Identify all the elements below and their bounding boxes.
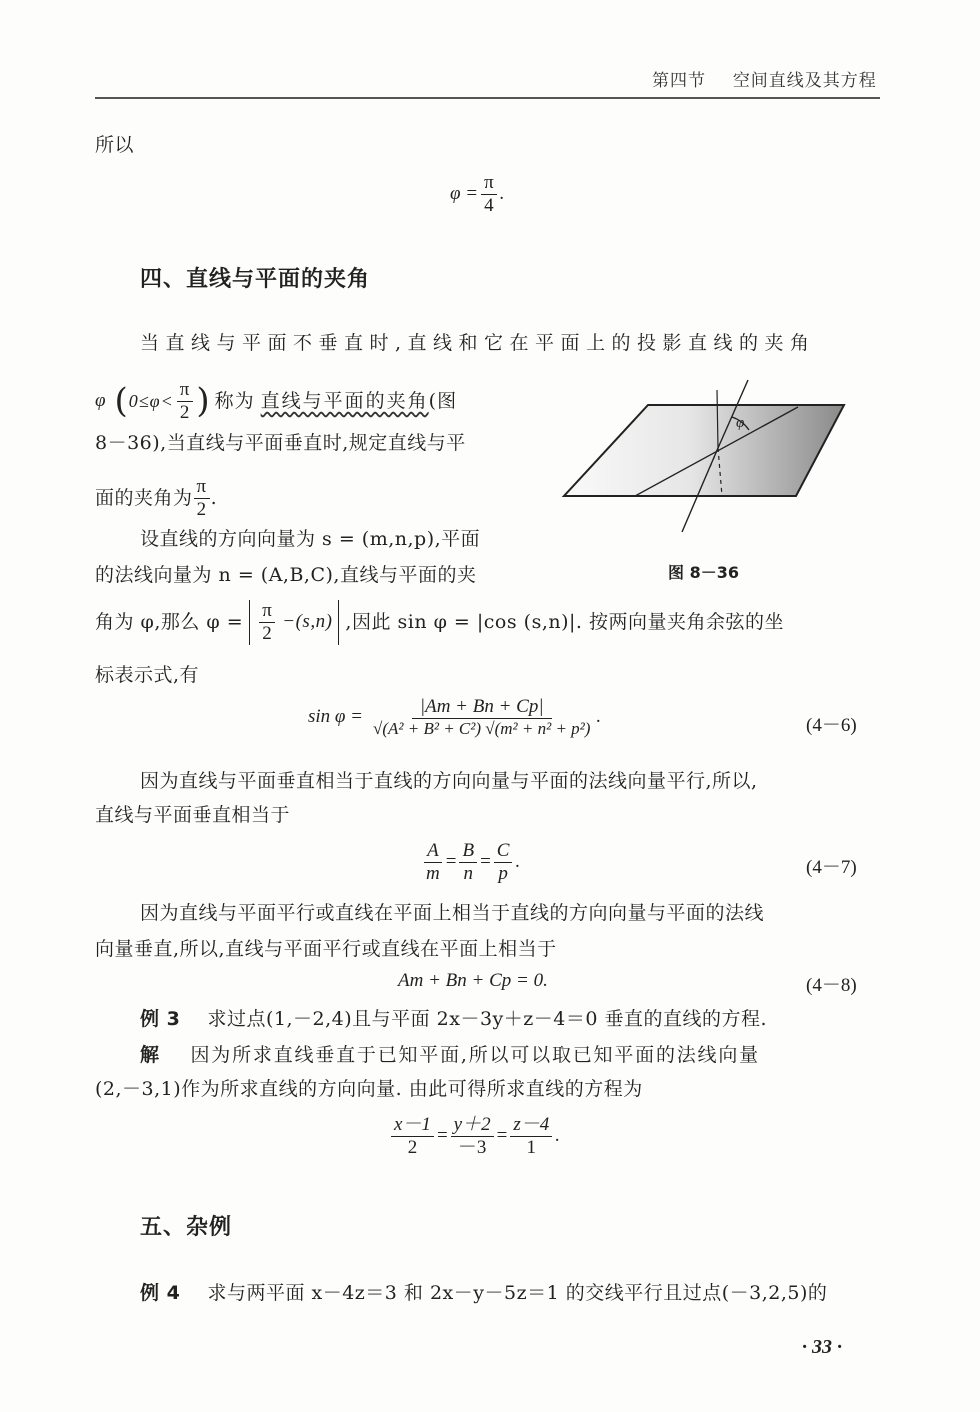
equation-line bbox=[388, 1114, 560, 1159]
para1-l4-den: 2 bbox=[196, 498, 207, 520]
ex3-solution-line1 bbox=[140, 1040, 760, 1070]
header-rule bbox=[95, 97, 880, 99]
para2-line4: 标表示式,有 bbox=[95, 664, 200, 686]
para4-line2: 向量垂直,所以,直线与平面平行或直线在平面上相当于 bbox=[95, 938, 557, 960]
ex3-label: 例 3 bbox=[140, 1008, 181, 1030]
ex4-text: 求与两平面 x－4z＝3 和 2x－y－5z＝1 的交线平行且过点(－3,2,5)的 bbox=[207, 1282, 828, 1304]
eq-top-fraction bbox=[481, 172, 497, 217]
eq47-eq2: = bbox=[480, 851, 491, 873]
para2-line1: 设直线的方向向量为 s = (m,n,p),平面 bbox=[140, 528, 481, 550]
ex3-solution-line2: (2,－3,1)作为所求直线的方向向量. 由此可得所求直线的方程为 bbox=[95, 1078, 643, 1100]
eq-top-num: π bbox=[481, 172, 497, 195]
eq47-frac-c bbox=[494, 840, 513, 885]
equation-4-7 bbox=[420, 840, 520, 885]
eq46-number: (4－6) bbox=[806, 715, 857, 736]
para4-line1: 因为直线与平面平行或直线在平面上相当于直线的方向向量与平面的法线 bbox=[140, 902, 765, 924]
para1-range-num: π bbox=[177, 379, 194, 402]
eql-n3: z－4 bbox=[510, 1114, 552, 1137]
header-title: 空间直线及其方程 bbox=[732, 71, 877, 91]
para2-line3 bbox=[95, 600, 784, 645]
para1-after: 称为 bbox=[214, 390, 255, 412]
eql-frac-x bbox=[391, 1114, 434, 1159]
eq47-p: p bbox=[498, 862, 508, 884]
figure-caption: 图 8－36 bbox=[668, 563, 739, 582]
para1-line1: 当直线与平面不垂直时,直线和它在平面上的投影直线的夹角 bbox=[140, 332, 816, 354]
eql-tail: . bbox=[555, 1125, 560, 1147]
eql-n1: x－1 bbox=[391, 1114, 434, 1137]
para1-range-den: 2 bbox=[179, 401, 191, 423]
eql-d3: 1 bbox=[526, 1136, 537, 1158]
eq-top-tail: . bbox=[499, 183, 505, 205]
eql-eq2: = bbox=[496, 1125, 508, 1147]
para1-range-fraction bbox=[177, 379, 194, 424]
eq46-tail: . bbox=[596, 706, 602, 728]
eq-top-den: 4 bbox=[484, 194, 494, 216]
para1-phi: φ bbox=[95, 390, 107, 411]
eql-frac-z bbox=[510, 1114, 552, 1159]
eq46-fraction bbox=[370, 696, 593, 738]
section-title-4: 四、直线与平面的夹角 bbox=[140, 267, 371, 292]
para2-minus-sn: −(s,n) bbox=[282, 611, 333, 633]
eq47-c: C bbox=[494, 840, 513, 863]
running-header bbox=[652, 66, 877, 91]
eq46-lhs: sin φ = bbox=[308, 706, 364, 728]
para1-line4 bbox=[95, 476, 217, 521]
para1-line4-fraction bbox=[194, 476, 210, 521]
eq47-n: n bbox=[463, 862, 473, 884]
text-suoyi: 所以 bbox=[95, 134, 135, 156]
ex3-text: 求过点(1,－2,4)且与平面 2x－3y＋z－4＝0 垂直的直线的方程. bbox=[207, 1008, 768, 1030]
eq48-number: (4－8) bbox=[806, 975, 857, 996]
example-3 bbox=[140, 1004, 767, 1034]
para3-line2: 直线与平面垂直相当于 bbox=[95, 804, 291, 826]
eq47-frac-b bbox=[459, 840, 477, 885]
eq47-tail: . bbox=[515, 851, 521, 873]
ex3-sol-label: 解 bbox=[140, 1044, 161, 1066]
figure-8-36 bbox=[560, 372, 860, 542]
abs-value-expr bbox=[249, 600, 339, 645]
eq47-number: (4－7) bbox=[806, 857, 857, 878]
para2-line3-post: ,因此 sin φ = |cos (s,n)|. 按两向量夹角余弦的坐 bbox=[345, 611, 784, 634]
para1-range: 0≤φ< bbox=[128, 390, 174, 411]
para3-line1: 因为直线与平面垂直相当于直线的方向向量与平面的法线向量平行,所以, bbox=[140, 770, 758, 792]
eql-d1: 2 bbox=[407, 1136, 418, 1158]
section-title-5: 五、杂例 bbox=[140, 1215, 233, 1240]
equation-4-8: Am + Bn + Cp = 0. bbox=[398, 970, 548, 991]
eq47-a: A bbox=[424, 840, 442, 863]
eq47-b: B bbox=[459, 840, 477, 863]
angle-label-phi: φ bbox=[736, 415, 745, 431]
eql-d2: －3 bbox=[457, 1136, 487, 1158]
ex4-label: 例 4 bbox=[140, 1282, 181, 1304]
para1-line3: 8－36),当直线与平面垂直时,规定直线与平 bbox=[95, 432, 466, 454]
ex3-sol-line1: 因为所求直线垂直于已知平面,所以可以取已知平面的法线向量 bbox=[190, 1044, 760, 1066]
para2-pi: π bbox=[259, 600, 275, 623]
para1-l4-tail: . bbox=[210, 487, 218, 510]
para1-line4-pre: 面的夹角为 bbox=[95, 487, 193, 510]
eq46-num: |Am + Bn + Cp| bbox=[412, 696, 552, 719]
para2-two: 2 bbox=[262, 622, 273, 644]
para2-line3-pre: 角为 φ,那么 φ = bbox=[95, 611, 244, 634]
eql-n2: y＋2 bbox=[451, 1114, 494, 1137]
page-number: · 33 · bbox=[802, 1336, 842, 1358]
eq46-den: √(A² + B² + C²) √(m² + n² + p²) bbox=[373, 718, 591, 738]
eql-eq1: = bbox=[436, 1125, 448, 1147]
para1-line2 bbox=[95, 374, 457, 428]
equation-4-6 bbox=[308, 696, 601, 738]
eq-top-lhs: φ = bbox=[450, 183, 479, 205]
para1-paren-open: ( bbox=[114, 381, 129, 421]
para1-figref: (图 bbox=[428, 390, 458, 412]
example-4 bbox=[140, 1278, 827, 1308]
eq47-frac-a bbox=[423, 840, 443, 885]
term-line-plane-angle: 直线与平面的夹角 bbox=[260, 390, 429, 412]
para1-l4-num: π bbox=[194, 476, 210, 499]
equation-phi-pi-4 bbox=[450, 172, 504, 217]
eq47-m: m bbox=[426, 862, 440, 884]
para2-pi-2-fraction bbox=[259, 600, 275, 645]
eq47-eq1: = bbox=[445, 851, 457, 873]
para1-paren-close: ) bbox=[196, 381, 211, 421]
eql-frac-y bbox=[451, 1114, 494, 1159]
para2-line2: 的法线向量为 n = (A,B,C),直线与平面的夹 bbox=[95, 564, 477, 586]
header-section: 第四节 bbox=[652, 71, 706, 91]
